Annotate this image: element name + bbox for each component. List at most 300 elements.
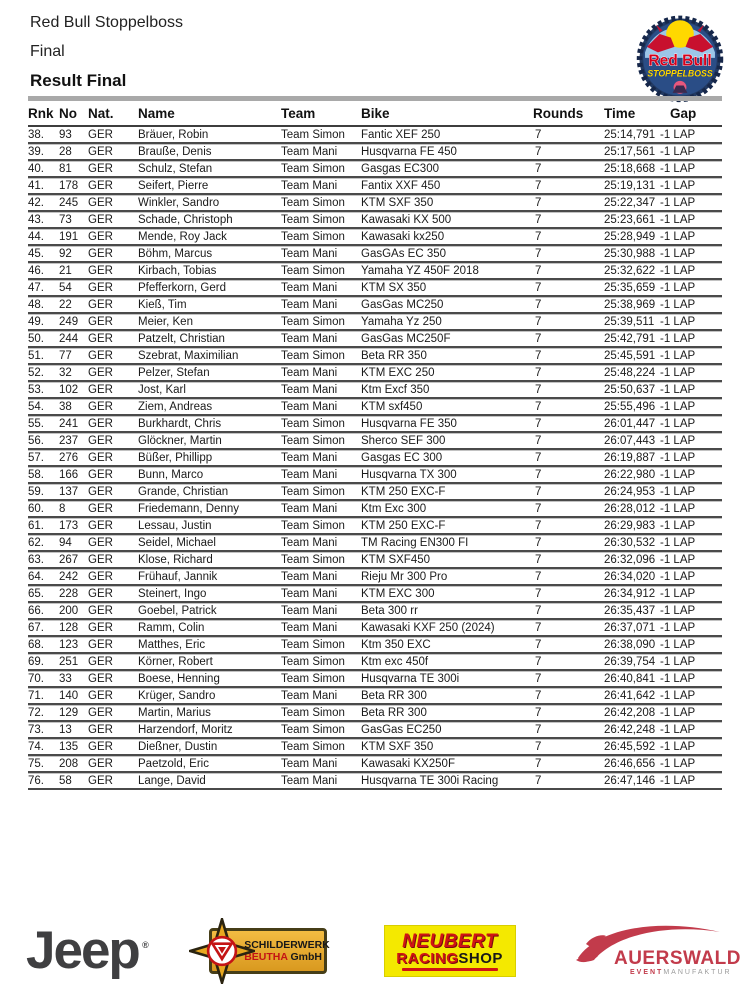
cell-gap: -1 LAP [660, 571, 696, 583]
table-row [28, 603, 722, 620]
cell-name: Jost, Karl [138, 384, 186, 396]
cell-time: 25:19,131 [604, 180, 656, 192]
cell-time: 26:32,096 [604, 554, 656, 566]
cell-gap: -1 LAP [660, 656, 696, 668]
cell-team: Team Mani [281, 537, 338, 549]
cell-team: Team Simon [281, 486, 345, 498]
cell-rounds: 7 [535, 401, 542, 413]
cell-rnk: 74. [28, 741, 44, 753]
cell-bike: Husqvarna FE 350 [361, 418, 457, 430]
table-row [28, 654, 722, 671]
cell-gap: -1 LAP [660, 503, 696, 515]
cell-time: 26:40,841 [604, 673, 656, 685]
cell-no: 13 [59, 724, 72, 736]
cell-gap: -1 LAP [660, 520, 696, 532]
cell-rnk: 57. [28, 452, 44, 464]
cell-name: Burkhardt, Chris [138, 418, 222, 430]
cell-nat: GER [88, 163, 113, 175]
cell-rounds: 7 [535, 520, 542, 532]
cell-time: 25:45,591 [604, 350, 656, 362]
cell-team: Team Simon [281, 673, 345, 685]
cell-rounds: 7 [535, 503, 542, 515]
table-row [28, 688, 722, 705]
cell-bike: Fantix XXF 450 [361, 180, 441, 192]
cell-time: 26:19,887 [604, 452, 656, 464]
cell-bike: KTM SXF 350 [361, 741, 434, 753]
cell-team: Team Mani [281, 401, 338, 413]
cell-bike: Kawasaki kx250 [361, 231, 445, 243]
cell-name: Pfefferkorn, Gerd [138, 282, 226, 294]
cell-nat: GER [88, 418, 113, 430]
cell-rounds: 7 [535, 588, 542, 600]
cell-gap: -1 LAP [660, 605, 696, 617]
table-row [28, 450, 722, 467]
cell-nat: GER [88, 282, 113, 294]
cell-nat: GER [88, 248, 113, 260]
cell-bike: KTM SXF 350 [361, 197, 434, 209]
schilderwerk-line2 [244, 951, 324, 963]
cell-no: 178 [59, 180, 79, 192]
cell-no: 22 [59, 299, 72, 311]
cell-rounds: 7 [535, 741, 542, 753]
cell-time: 25:30,988 [604, 248, 656, 260]
cell-rnk: 48. [28, 299, 44, 311]
cell-nat: GER [88, 486, 113, 498]
cell-no: 267 [59, 554, 79, 566]
registered-mark: ® [142, 940, 149, 950]
cell-nat: GER [88, 367, 113, 379]
cell-bike: KTM EXC 300 [361, 588, 435, 600]
cell-gap: -1 LAP [660, 707, 696, 719]
cell-team: Team Simon [281, 639, 345, 651]
cell-nat: GER [88, 639, 113, 651]
cell-bike: Husqvarna TX 300 [361, 469, 457, 481]
cell-name: Körner, Robert [138, 656, 213, 668]
cell-gap: -1 LAP [660, 265, 696, 277]
cell-no: 92 [59, 248, 72, 260]
svg-text:STOPPELBOSS: STOPPELBOSS [647, 68, 713, 79]
cell-time: 25:50,637 [604, 384, 656, 396]
document-header [30, 8, 720, 96]
cell-gap: -1 LAP [660, 622, 696, 634]
cell-team: Team Mani [281, 282, 338, 294]
cell-name: Brauße, Denis [138, 146, 212, 158]
cell-bike: Husqvarna FE 450 [361, 146, 457, 158]
cell-nat: GER [88, 707, 113, 719]
cell-bike: KTM SXF450 [361, 554, 431, 566]
cell-no: 244 [59, 333, 79, 345]
header-divider [28, 96, 722, 101]
cell-time: 25:28,949 [604, 231, 656, 243]
table-row [28, 569, 722, 586]
cell-rnk: 39. [28, 146, 44, 158]
cell-no: 237 [59, 435, 79, 447]
cell-rounds: 7 [535, 197, 542, 209]
cell-gap: -1 LAP [660, 639, 696, 651]
cell-bike: Kawasaki KX 500 [361, 214, 452, 226]
cell-gap: -1 LAP [660, 435, 696, 447]
cell-nat: GER [88, 775, 113, 787]
jeep-logo [26, 921, 149, 981]
cell-bike: Ktm Excf 350 [361, 384, 430, 396]
cell-no: 241 [59, 418, 79, 430]
cell-gap: -1 LAP [660, 350, 696, 362]
cell-bike: Kawasaki KXF 250 (2024) [361, 622, 495, 634]
cell-no: 251 [59, 656, 79, 668]
cell-gap: -1 LAP [660, 214, 696, 226]
cell-no: 228 [59, 588, 79, 600]
cell-gap: -1 LAP [660, 724, 696, 736]
cell-nat: GER [88, 197, 113, 209]
cell-rnk: 70. [28, 673, 44, 685]
cell-no: 93 [59, 128, 72, 141]
cell-no: 249 [59, 316, 79, 328]
cell-gap: -1 LAP [660, 367, 696, 379]
cell-rounds: 7 [535, 214, 542, 226]
cell-no: 276 [59, 452, 79, 464]
cell-nat: GER [88, 724, 113, 736]
auerswald-event: EVENT [629, 969, 664, 976]
cell-rounds: 7 [535, 622, 542, 634]
cell-team: Team Mani [281, 146, 338, 158]
col-team: Team [281, 107, 316, 121]
cell-gap: -1 LAP [660, 452, 696, 464]
cell-name: Harzendorf, Moritz [138, 724, 233, 736]
cell-rounds: 7 [535, 469, 542, 481]
cell-nat: GER [88, 180, 113, 192]
cell-gap: -1 LAP [660, 537, 696, 549]
table-row [28, 756, 722, 773]
cell-name: Kirbach, Tobias [138, 265, 217, 277]
cell-no: 33 [59, 673, 72, 685]
cell-bike: GasGas MC250F [361, 333, 451, 345]
cell-nat: GER [88, 605, 113, 617]
cell-name: Büßer, Phillipp [138, 452, 213, 464]
col-rnk: Rnk [28, 107, 54, 121]
cell-bike: Ktm exc 450f [361, 656, 429, 668]
cell-team: Team Simon [281, 350, 345, 362]
cell-nat: GER [88, 401, 113, 413]
cell-gap: -1 LAP [660, 486, 696, 498]
cell-rnk: 60. [28, 503, 44, 515]
table-row [28, 263, 722, 280]
cell-gap: -1 LAP [660, 469, 696, 481]
cell-time: 26:01,447 [604, 418, 656, 430]
cell-time: 26:34,020 [604, 571, 656, 583]
cell-bike: Beta 300 rr [361, 605, 418, 617]
table-row [28, 739, 722, 756]
cell-team: Team Mani [281, 588, 338, 600]
neubert-line2 [396, 951, 503, 966]
cell-gap: -1 LAP [660, 299, 696, 311]
cell-bike: Beta RR 300 [361, 690, 427, 702]
cell-time: 26:38,090 [604, 639, 656, 651]
event-title: Red Bull Stoppelboss [30, 14, 183, 31]
cell-gap: -1 LAP [660, 758, 696, 770]
cell-rounds: 7 [535, 673, 542, 685]
cell-nat: GER [88, 622, 113, 634]
table-row [28, 637, 722, 654]
table-row [28, 246, 722, 263]
cell-no: 208 [59, 758, 79, 770]
cell-team: Team Simon [281, 265, 345, 277]
cell-rnk: 59. [28, 486, 44, 498]
cell-name: Steinert, Ingo [138, 588, 207, 600]
neubert-line1: NEUBERT [402, 931, 498, 952]
cell-rounds: 7 [535, 265, 542, 277]
cell-gap: -1 LAP [660, 282, 696, 294]
cell-team: Team Simon [281, 656, 345, 668]
cell-time: 26:07,443 [604, 435, 656, 447]
table-row [28, 314, 722, 331]
cell-rnk: 66. [28, 605, 44, 617]
cell-name: Lange, David [138, 775, 206, 787]
page-title: Result Final [30, 71, 127, 90]
schilderwerk-gmbh: GmbH [287, 951, 322, 963]
cell-name: Seidel, Michael [138, 537, 216, 549]
table-row [28, 331, 722, 348]
cell-nat: GER [88, 435, 113, 447]
cell-rounds: 7 [535, 299, 542, 311]
table-row [28, 280, 722, 297]
cell-team: Team Simon [281, 520, 345, 532]
cell-time: 26:39,754 [604, 656, 656, 668]
svg-text:Red Bull: Red Bull [648, 52, 712, 70]
cell-team: Team Mani [281, 571, 338, 583]
cell-no: 242 [59, 571, 79, 583]
cell-gap: -1 LAP [660, 128, 696, 141]
cell-rnk: 53. [28, 384, 44, 396]
cell-rnk: 38. [28, 128, 44, 141]
cell-gap: -1 LAP [660, 248, 696, 260]
cell-bike: Beta RR 300 [361, 707, 427, 719]
col-nat: Nat. [88, 107, 114, 121]
col-rounds: Rounds [533, 107, 584, 121]
cell-rounds: 7 [535, 775, 542, 787]
cell-team: Team Mani [281, 469, 338, 481]
cell-no: 77 [59, 350, 72, 362]
cell-no: 73 [59, 214, 72, 226]
cell-gap: -1 LAP [660, 163, 696, 175]
cell-team: Team Mani [281, 690, 338, 702]
cell-time: 26:42,248 [604, 724, 656, 736]
cell-time: 25:22,347 [604, 197, 656, 209]
auerswald-manufaktur: MANUFAKTUR [663, 969, 732, 976]
cell-bike: Rieju Mr 300 Pro [361, 571, 448, 583]
cell-no: 38 [59, 401, 72, 413]
cell-rnk: 73. [28, 724, 44, 736]
cell-rnk: 75. [28, 758, 44, 770]
sponsor-footer [26, 916, 741, 986]
cell-nat: GER [88, 469, 113, 481]
cell-bike: KTM SX 350 [361, 282, 427, 294]
cell-team: Team Mani [281, 248, 338, 260]
cell-rounds: 7 [535, 367, 542, 379]
cell-name: Bräuer, Robin [138, 128, 209, 141]
cell-time: 26:41,642 [604, 690, 656, 702]
cell-name: Seifert, Pierre [138, 180, 209, 192]
table-row [28, 144, 722, 161]
cell-rounds: 7 [535, 231, 542, 243]
cell-team: Team Mani [281, 299, 338, 311]
jeep-wordmark: Jeep [26, 921, 139, 980]
cell-time: 26:47,146 [604, 775, 656, 787]
table-body [28, 127, 722, 790]
cell-team: Team Simon [281, 418, 345, 430]
table-row [28, 212, 722, 229]
cell-gap: -1 LAP [660, 673, 696, 685]
cell-no: 21 [59, 265, 72, 277]
cell-no: 32 [59, 367, 72, 379]
cell-no: 28 [59, 146, 72, 158]
table-row [28, 552, 722, 569]
cell-rounds: 7 [535, 537, 542, 549]
cell-rnk: 67. [28, 622, 44, 634]
cell-name: Ramm, Colin [138, 622, 205, 634]
cell-no: 128 [59, 622, 79, 634]
cell-team: Team Mani [281, 775, 338, 787]
table-row [28, 382, 722, 399]
table-row [28, 161, 722, 178]
cell-rounds: 7 [535, 554, 542, 566]
neubert-url-bar [402, 968, 498, 971]
results-table [28, 96, 722, 790]
cell-gap: -1 LAP [660, 418, 696, 430]
cell-time: 26:45,592 [604, 741, 656, 753]
cell-rnk: 46. [28, 265, 44, 277]
cell-team: Team Simon [281, 316, 345, 328]
cell-time: 25:38,969 [604, 299, 656, 311]
cell-bike: GasGAs EC 350 [361, 248, 447, 260]
cell-name: Glöckner, Martin [138, 435, 222, 447]
cell-rnk: 47. [28, 282, 44, 294]
cell-name: Ziem, Andreas [138, 401, 213, 413]
cell-rnk: 44. [28, 231, 44, 243]
table-row [28, 178, 722, 195]
schilderwerk-beutha: BEUTHA [244, 951, 288, 963]
cell-rnk: 52. [28, 367, 44, 379]
cell-no: 123 [59, 639, 79, 651]
cell-no: 173 [59, 520, 79, 532]
cell-rounds: 7 [535, 248, 542, 260]
cell-team: Team Mani [281, 605, 338, 617]
cell-name: Lessau, Justin [138, 520, 212, 532]
cell-team: Team Mani [281, 384, 338, 396]
cell-nat: GER [88, 554, 113, 566]
col-gap: Gap [670, 107, 697, 121]
cell-gap: -1 LAP [660, 180, 696, 192]
cell-rnk: 61. [28, 520, 44, 532]
table-row [28, 297, 722, 314]
cell-rnk: 72. [28, 707, 44, 719]
neubert-racing: RACING [396, 950, 459, 967]
cell-rnk: 58. [28, 469, 44, 481]
cell-no: 8 [59, 503, 66, 515]
cell-team: Team Mani [281, 180, 338, 192]
table-row [28, 195, 722, 212]
cell-nat: GER [88, 503, 113, 515]
cell-rnk: 51. [28, 350, 44, 362]
cell-rnk: 54. [28, 401, 44, 413]
cell-team: Team Mani [281, 367, 338, 379]
cell-name: Pelzer, Stefan [138, 367, 210, 379]
table-row [28, 484, 722, 501]
cell-gap: -1 LAP [660, 146, 696, 158]
col-time: Time [604, 107, 636, 121]
cell-name: Friedemann, Denny [138, 503, 239, 515]
cell-gap: -1 LAP [660, 775, 696, 787]
cell-nat: GER [88, 299, 113, 311]
cell-name: Winkler, Sandro [138, 197, 220, 209]
schilderwerk-line1: SCHILDERWERK [244, 939, 330, 951]
cell-time: 25:23,661 [604, 214, 656, 226]
cell-rounds: 7 [535, 418, 542, 430]
cell-no: 102 [59, 384, 79, 396]
table-row [28, 671, 722, 688]
cell-rounds: 7 [535, 690, 542, 702]
cell-nat: GER [88, 571, 113, 583]
table-row [28, 467, 722, 484]
auerswald-wordmark: AUERSWALD [613, 948, 741, 969]
cell-rnk: 50. [28, 333, 44, 345]
cell-name: Boese, Henning [138, 673, 220, 685]
auerswald-logo [568, 916, 741, 986]
cell-rounds: 7 [535, 435, 542, 447]
cell-nat: GER [88, 333, 113, 345]
cell-rounds: 7 [535, 707, 542, 719]
cell-nat: GER [88, 350, 113, 362]
table-row [28, 705, 722, 722]
cell-nat: GER [88, 316, 113, 328]
cell-nat: GER [88, 452, 113, 464]
cell-rnk: 55. [28, 418, 44, 430]
cell-team: Team Simon [281, 128, 345, 141]
table-row [28, 586, 722, 603]
cell-rounds: 7 [535, 163, 542, 175]
cell-bike: KTM sxf450 [361, 401, 423, 413]
session-title: Final [30, 43, 65, 60]
cell-no: 166 [59, 469, 79, 481]
cell-team: Team Simon [281, 163, 345, 175]
cell-time: 26:29,983 [604, 520, 656, 532]
cell-no: 245 [59, 197, 79, 209]
table-row [28, 433, 722, 450]
cell-time: 25:42,791 [604, 333, 656, 345]
col-no: No [59, 107, 77, 121]
cell-gap: -1 LAP [660, 384, 696, 396]
cell-no: 58 [59, 775, 72, 787]
cell-team: Team Simon [281, 197, 345, 209]
cell-gap: -1 LAP [660, 231, 696, 243]
cell-bike: Yamaha Yz 250 [361, 316, 442, 328]
cell-no: 94 [59, 537, 72, 549]
cell-bike: Sherco SEF 300 [361, 435, 446, 447]
cell-team: Team Mani [281, 758, 338, 770]
cell-time: 25:35,659 [604, 282, 656, 294]
cell-nat: GER [88, 690, 113, 702]
cell-gap: -1 LAP [660, 741, 696, 753]
cell-name: Meier, Ken [138, 316, 193, 328]
cell-nat: GER [88, 673, 113, 685]
cell-rounds: 7 [535, 571, 542, 583]
cell-rounds: 7 [535, 333, 542, 345]
cell-no: 200 [59, 605, 79, 617]
cell-bike: Kawasaki KX250F [361, 758, 455, 770]
cell-bike: Fantic XEF 250 [361, 128, 441, 141]
table-row [28, 535, 722, 552]
cell-bike: Gasgas EC 300 [361, 452, 443, 464]
table-row [28, 773, 722, 790]
